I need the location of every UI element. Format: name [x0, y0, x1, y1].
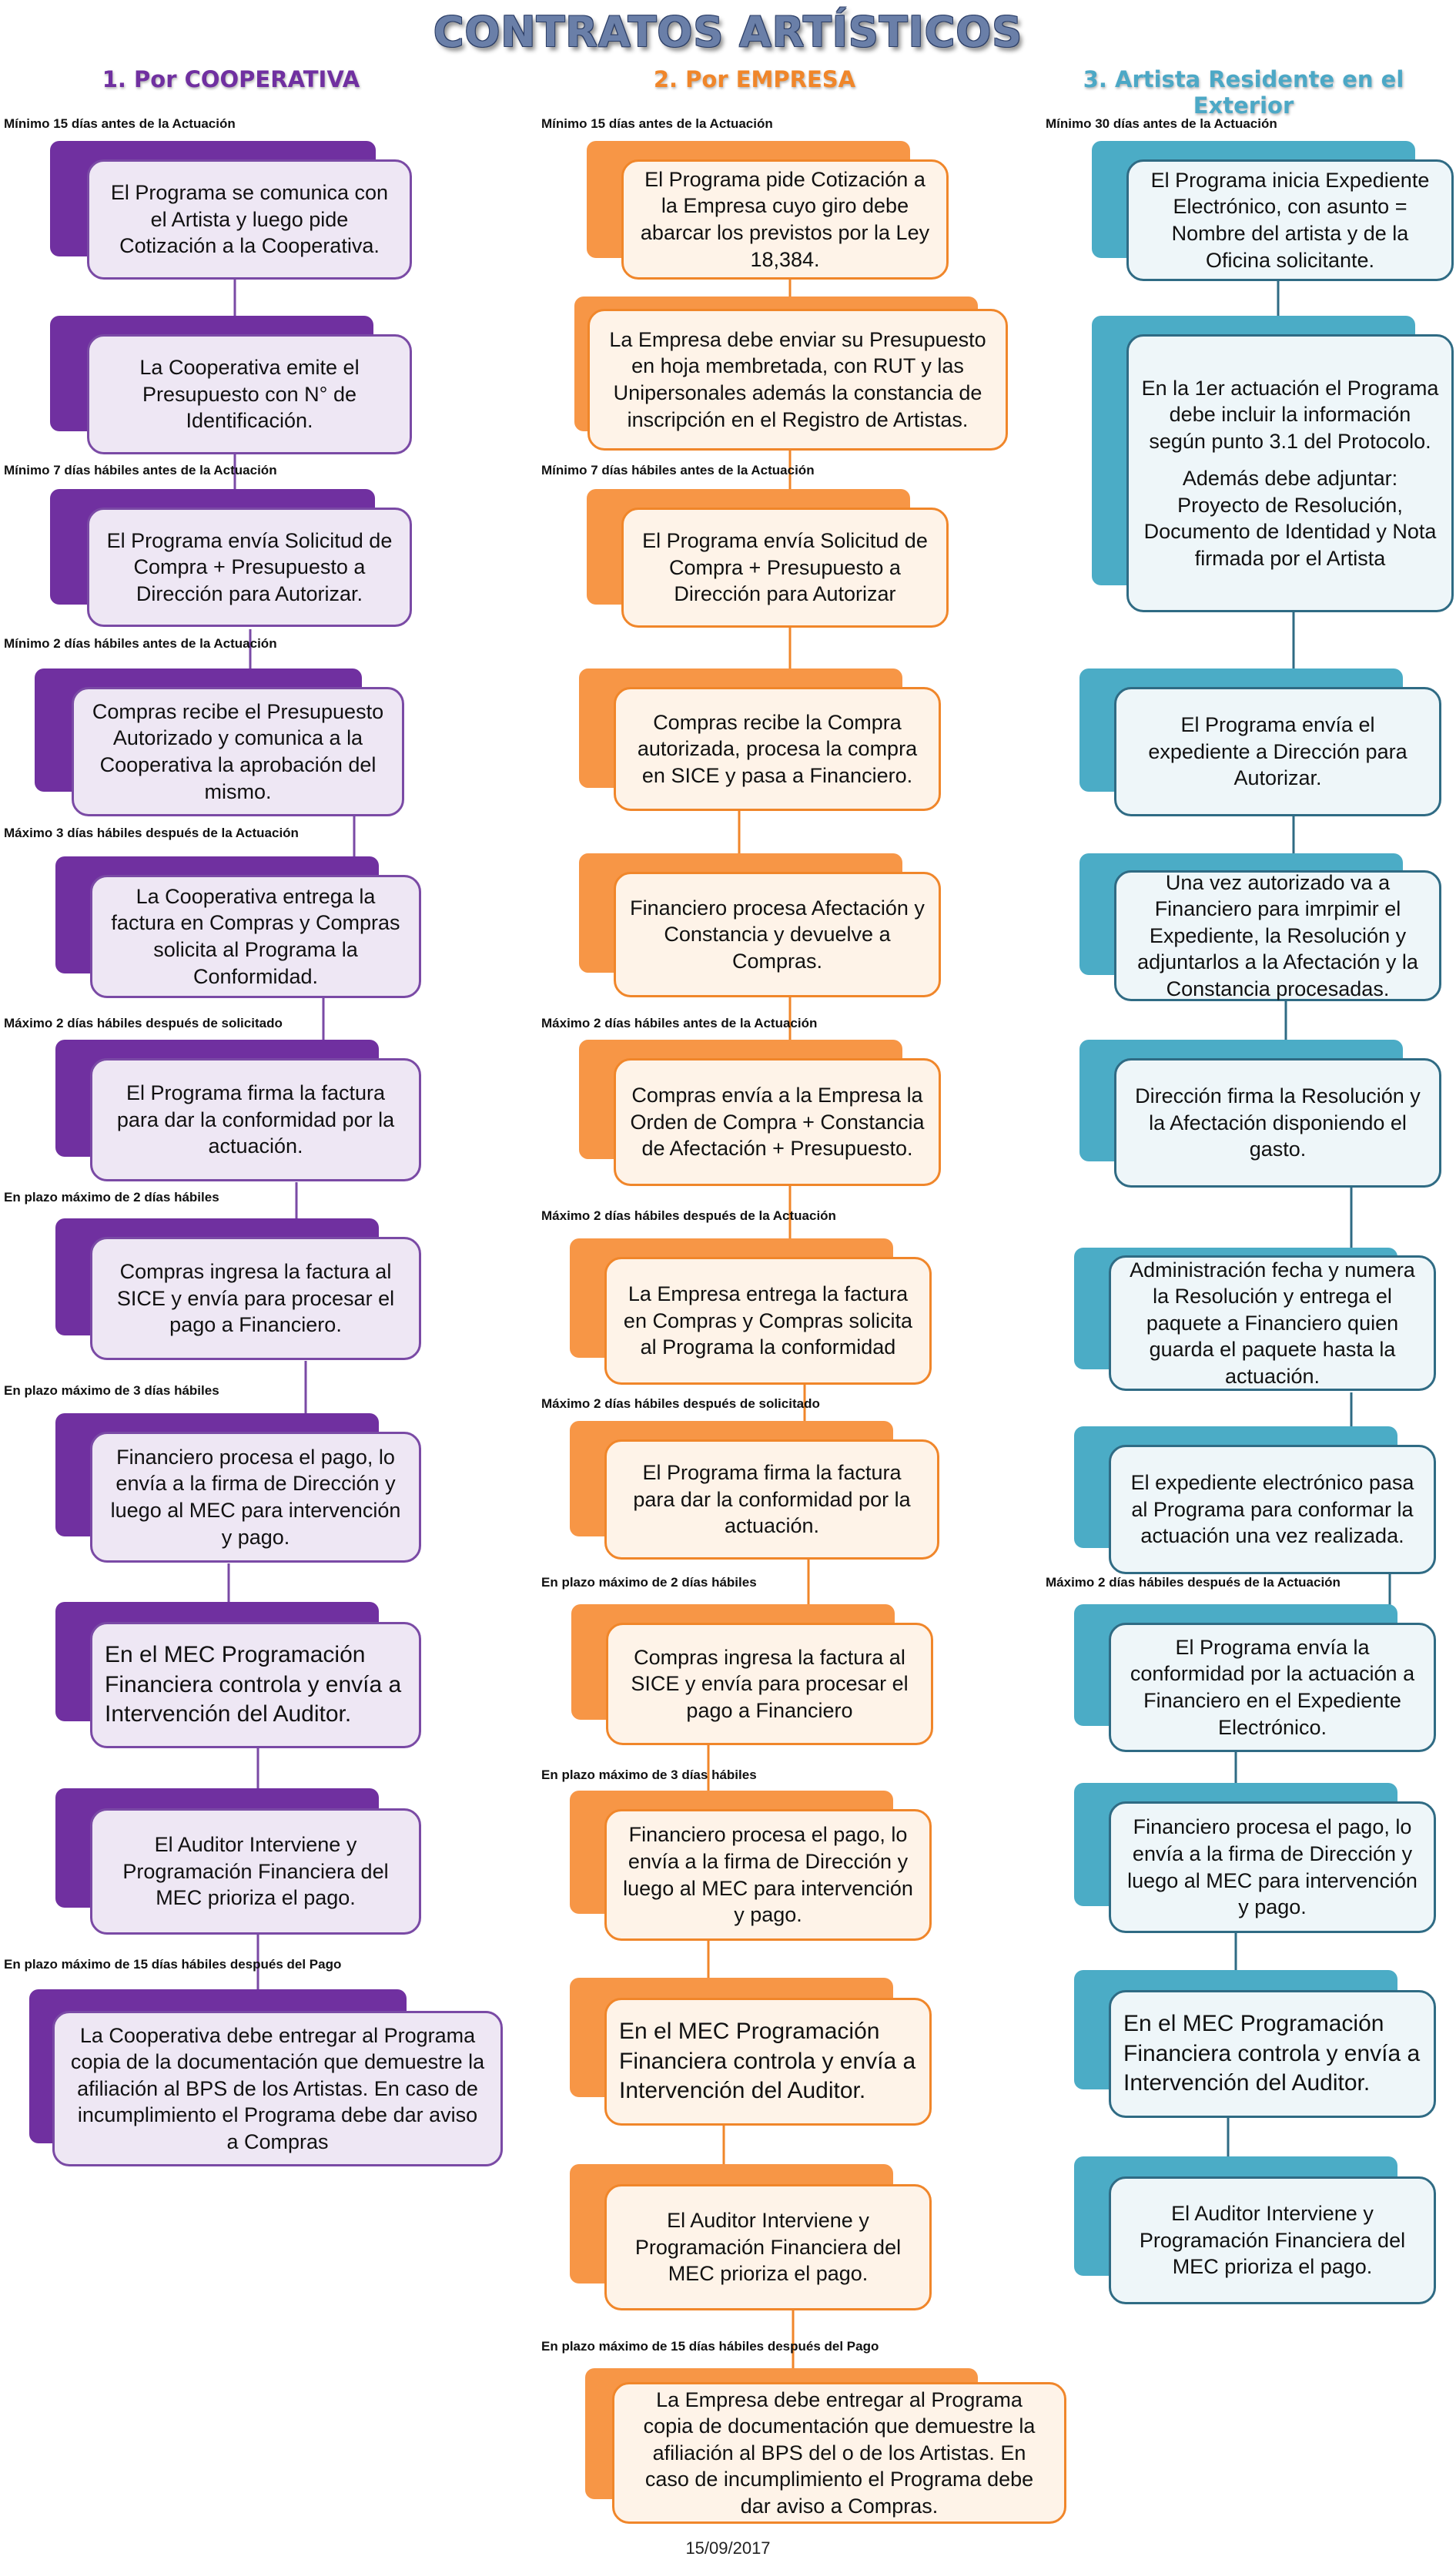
- step-text: El Programa envía el expediente a Dirección para Autorizar.: [1114, 687, 1441, 816]
- step-text: Compras ingresa la factura al SICE y envía para procesar el pago a Financiero.: [90, 1237, 421, 1360]
- step-text: Financiero procesa el pago, lo envía a la firma de Dirección y luego al MEC para intervención y pago.: [604, 1809, 932, 1941]
- step-text: El Auditor Interviene y Programación Financiera del MEC prioriza el pago.: [1109, 2176, 1436, 2304]
- step-box: [55, 856, 421, 998]
- step-box: [1074, 1426, 1436, 1574]
- timing-label: Máximo 3 días hábiles después de la Actuación: [4, 826, 299, 840]
- step-text: Financiero procesa el pago, lo envía a la firma de Dirección y luego al MEC para intervención y pago.: [1109, 1801, 1436, 1933]
- timing-label: Mínimo 2 días hábiles antes de la Actuación: [4, 636, 277, 651]
- step-text: Compras envía a la Empresa la Orden de Compra + Constancia de Afectación + Presupuesto.: [614, 1058, 941, 1186]
- step-text: El Programa envía Solicitud de Compra + Presupuesto a Dirección para Autorizar.: [87, 508, 412, 627]
- step-box: [571, 1604, 933, 1745]
- step-box: [1079, 853, 1441, 1001]
- step-text: El Programa inicia Expediente Electrónico, con asunto = Nombre del artista y de la Oficina solicitante.: [1126, 159, 1454, 281]
- step-box: [579, 668, 941, 811]
- timing-label: Mínimo 15 días antes de la Actuación: [4, 116, 236, 131]
- step-box: [1074, 1248, 1436, 1392]
- step-text: El Programa envía Solicitud de Compra + Presupuesto a Dirección para Autorizar: [621, 508, 949, 628]
- timing-label: En plazo máximo de 2 días hábiles: [541, 1575, 757, 1590]
- step-text: Financiero procesa Afectación y Constancia y devuelve a Compras.: [614, 872, 941, 997]
- step-text: El Auditor Interviene y Programación Financiera del MEC prioriza el pago.: [604, 2184, 932, 2310]
- step-text: Compras recibe la Compra autorizada, procesa la compra en SICE y pasa a Financiero.: [614, 687, 941, 811]
- timing-label: En plazo máximo de 2 días hábiles: [4, 1190, 219, 1205]
- step-text: [1126, 334, 1454, 612]
- step-box: [570, 1791, 932, 1941]
- step-text: El Auditor Interviene y Programación Financiera del MEC prioriza el pago.: [90, 1808, 421, 1935]
- step-box: [570, 1238, 932, 1385]
- step-text: Compras ingresa la factura al SICE y envía para procesar el pago a Financiero: [606, 1623, 933, 1745]
- column-heading-empresa: 2. Por EMPRESA: [653, 66, 856, 92]
- step-box: [1079, 1040, 1441, 1188]
- step-text: Una vez autorizado va a Financiero para imrpimir el Expediente, la Resolución y adjuntarlos a la Afectación y la Constancia procesadas.: [1114, 870, 1441, 1001]
- step-box: [1092, 316, 1454, 612]
- timing-label: En plazo máximo de 3 días hábiles: [541, 1768, 757, 1782]
- step-box: [55, 1040, 421, 1182]
- step-text: La Cooperativa entrega la factura en Compras y Compras solicita al Programa la Conformidad.: [90, 875, 421, 998]
- step-text: El Programa envía la conformidad por la actuación a Financiero en el Expediente Electrónico.: [1109, 1623, 1436, 1752]
- step-box: [587, 489, 949, 628]
- step-text: El expediente electrónico pasa al Programa para conformar la actuación una vez realizada.: [1109, 1445, 1436, 1574]
- step-box: [1074, 1604, 1436, 1752]
- step-box: [1079, 668, 1441, 816]
- step-text: Financiero procesa el pago, lo envía a la firma de Dirección y luego al MEC para intervención y pago.: [90, 1432, 421, 1563]
- timing-label: Máximo 2 días hábiles después de la Actuación: [541, 1208, 836, 1223]
- timing-label: En plazo máximo de 15 días hábiles después del Pago: [541, 2339, 879, 2354]
- step-box: [1074, 1970, 1436, 2118]
- column-heading-cooperativa: 1. Por COOPERATIVA: [102, 66, 360, 92]
- timing-label: Mínimo 30 días antes de la Actuación: [1046, 116, 1277, 131]
- step-text: La Empresa debe entregar al Programa copia de documentación que demuestre la afiliación al BPS del o de los Artistas. En caso de incumplimiento el Programa debe dar aviso a Compras.: [612, 2382, 1066, 2524]
- step-text: La Cooperativa emite el Presupuesto con N° de Identificación.: [87, 334, 412, 454]
- timing-label: Mínimo 7 días hábiles antes de la Actuación: [541, 463, 815, 477]
- step-box: [29, 1989, 503, 2166]
- step-box: [1074, 2156, 1436, 2304]
- timing-label: En plazo máximo de 3 días hábiles: [4, 1383, 219, 1398]
- footer-date: 15/09/2017: [685, 2538, 771, 2558]
- step-box: [574, 297, 1008, 451]
- step-text: El Programa pide Cotización a la Empresa cuyo giro debe abarcar los previstos por la Ley 18,384.: [621, 159, 949, 280]
- step-box: [570, 1978, 932, 2126]
- step-box: [570, 2164, 932, 2310]
- step-text: El Programa firma la factura para dar la conformidad por la actuación.: [90, 1058, 421, 1181]
- step-box: [579, 853, 941, 997]
- step-box: [1092, 141, 1454, 281]
- step-text: En el MEC Programación Financiera controla y envía a Intervención del Auditor.: [1109, 1990, 1436, 2118]
- timing-label: Máximo 2 días hábiles después de solicitado: [541, 1396, 820, 1411]
- step-text: Administración fecha y numera la Resolución y entrega el paquete a Financiero quien guarda el paquete hasta la actuación.: [1109, 1255, 1436, 1391]
- step-box: [50, 141, 412, 282]
- step-box: [587, 141, 949, 280]
- step-box: [50, 316, 412, 454]
- step-text-part: En la 1er actuación el Programa debe incluir la información según punto 3.1 del Protocolo.: [1141, 376, 1439, 453]
- step-box: [55, 1413, 421, 1563]
- step-text-part: Además debe adjuntar: Proyecto de Resolución, Documento de Identidad y Nota firmada por el Artista: [1143, 467, 1437, 570]
- step-text: El Programa firma la factura para dar la conformidad por la actuación.: [604, 1439, 939, 1560]
- step-text: El Programa se comunica con el Artista y luego pide Cotización a la Cooperativa.: [87, 159, 412, 280]
- step-text: La Empresa debe enviar su Presupuesto en hoja membretada, con RUT y las Unipersonales además la constancia de inscripción en el Registro de Artistas.: [587, 309, 1008, 451]
- step-text: La Empresa entrega la factura en Compras y Compras solicita al Programa la conformidad: [604, 1257, 932, 1385]
- step-text: La Cooperativa debe entregar al Programa copia de la documentación que demuestre la afiliación al BPS de los Artistas. En caso de incumplimiento el Programa debe dar aviso a Compras: [52, 2011, 503, 2166]
- step-box: [570, 1421, 939, 1560]
- timing-label: Máximo 2 días hábiles después de solicitado: [4, 1016, 283, 1030]
- column-heading-exterior: 3. Artista Residente en el Exterior: [1083, 66, 1404, 119]
- step-box: [1074, 1783, 1436, 1933]
- step-text: Compras recibe el Presupuesto Autorizado y comunica a la Cooperativa la aprobación del mismo.: [72, 687, 404, 816]
- step-text: Dirección firma la Resolución y la Afectación disponiendo el gasto.: [1114, 1058, 1441, 1188]
- step-box: [50, 489, 412, 629]
- step-text: En el MEC Programación Financiera controla y envía a Intervención del Auditor.: [604, 1998, 932, 2126]
- step-box: [585, 2368, 1066, 2524]
- page-title: CONTRATOS ARTÍSTICOS: [433, 8, 1023, 56]
- timing-label: Máximo 2 días hábiles antes de la Actuación: [541, 1016, 818, 1030]
- timing-label: Mínimo 7 días hábiles antes de la Actuación: [4, 463, 277, 477]
- step-box: [55, 1788, 421, 1935]
- step-box: [55, 1218, 421, 1361]
- step-text: En el MEC Programación Financiera controla y envía a Intervención del Auditor.: [90, 1622, 421, 1748]
- step-box: [35, 668, 404, 816]
- step-box: [55, 1602, 421, 1748]
- timing-label: Mínimo 15 días antes de la Actuación: [541, 116, 773, 131]
- step-box: [579, 1040, 941, 1186]
- timing-label: En plazo máximo de 15 días hábiles después del Pago: [4, 1957, 342, 1972]
- timing-label: Máximo 2 días hábiles después de la Actuación: [1046, 1575, 1341, 1590]
